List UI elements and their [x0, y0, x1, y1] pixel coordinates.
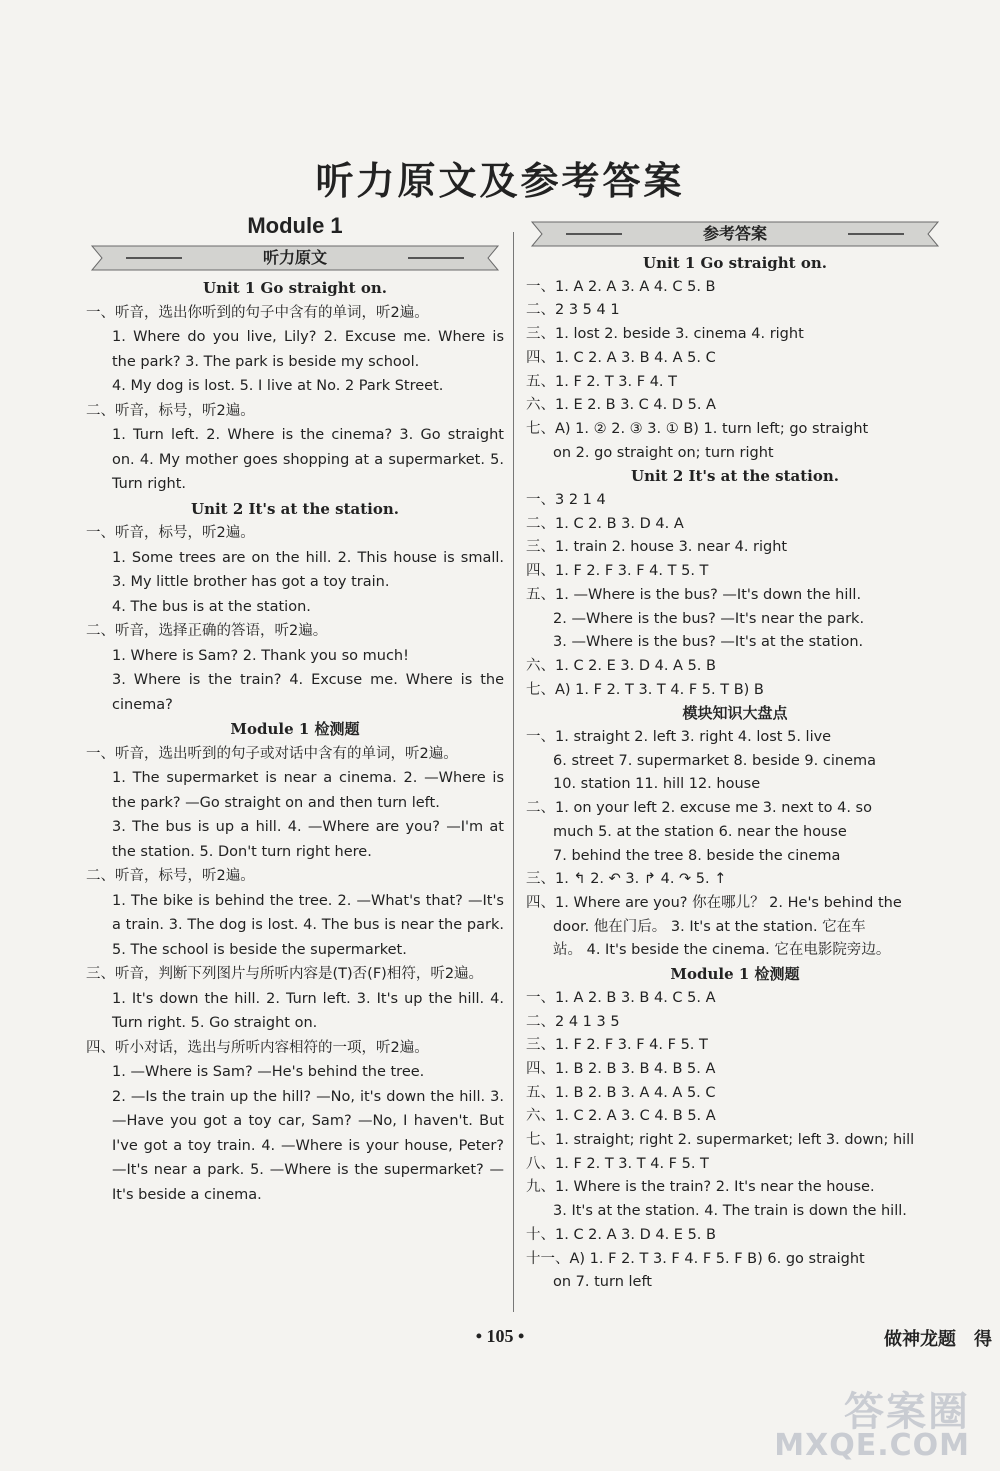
page-title: 听力原文及参考答案 [315, 158, 685, 203]
script-line: 1. It's down the hill. 2. Turn left. 3. It's up the hill. 4. Turn right. 5. Go straight on. [112, 990, 504, 1031]
answer-line: 七、A) 1. ② 2. ③ 3. ① B) 1. turn left; go straight [526, 420, 869, 437]
answer-key-column [526, 210, 944, 1295]
answer-line: on 7. turn left [553, 1274, 652, 1291]
banner-label: 听力原文 [262, 248, 327, 267]
question-heading: 一、听音，选出听到的句子或对话中含有的单词，听2遍。 [86, 745, 458, 762]
answer-line: 三、1. lost 2. beside 3. cinema 4. right [526, 326, 804, 343]
question-heading: 一、听音，选出你听到的句子中含有的单词，听2遍。 [86, 304, 429, 321]
answer-line: 二、1. C 2. B 3. D 4. A [526, 515, 684, 532]
answer-line: 五、1. B 2. B 3. A 4. A 5. C [526, 1084, 716, 1101]
script-line: 1. Where do you live, Lily? 2. Excuse me. Where is the park? 3. The park is beside my school. [112, 329, 504, 370]
question-heading: 三、听音，判断下列图片与所听内容是(T)否(F)相符，听2遍。 [86, 966, 484, 982]
brand-slogan: 做神龙题 得 [884, 1329, 992, 1350]
answer-line: 一、1. A 2. B 3. B 4. C 5. A [526, 989, 716, 1006]
watermark-logo: 答案圈 [844, 1389, 970, 1435]
answer-line: 一、1. A 2. A 3. A 4. C 5. B [526, 278, 716, 295]
answer-line: 一、1. straight 2. left 3. right 4. lost 5. live [526, 729, 832, 746]
unit2-answers-title: Unit 2 It's at the station. [630, 467, 840, 486]
answer-line: much 5. at the station 6. near the house [553, 823, 847, 840]
listening-script-column [86, 210, 504, 1207]
question-heading: 四、听小对话，选出与所听内容相符的一项，听2遍。 [86, 1039, 429, 1056]
answer-line: 七、A) 1. F 2. T 3. T 4. F 5. T B) B [526, 681, 764, 698]
page-number: • 105 • [475, 1326, 525, 1346]
answer-line: 四、1. B 2. B 3. B 4. B 5. A [526, 1060, 716, 1077]
question-heading: 一、听音，标号，听2遍。 [86, 525, 255, 541]
module-test-title: Module 1 检测题 [230, 720, 360, 738]
module-title: Module 1 [247, 213, 343, 238]
answer-line: 六、1. E 2. B 3. C 4. D 5. A [526, 397, 716, 414]
answer-line: 七、1. straight; right 2. supermarket; left 3. down; hill [526, 1132, 915, 1149]
script-line: 3. The bus is up a hill. 4. —Where are you? —I'm at the station. 5. Don't turn right here. [112, 819, 504, 860]
review-title: 模块知识大盘点 [682, 704, 788, 723]
answer-line: 3. —Where is the bus? —It's at the station. [553, 634, 864, 651]
answer-key-banner [526, 220, 944, 248]
script-line: 2. —Is the train up the hill? —No, it's down the hill. 3. —Have you got a toy car, Sam? —No, I haven't. But I've got a toy train. 4. —Where is your house, Peter? —It's near a park. 5. —Where is the supermarket? —It's beside a cinema. [112, 1088, 504, 1203]
answer-line: 2. —Where is the bus? —It's near the park. [553, 610, 865, 627]
answer-line: on 2. go straight on; turn right [553, 444, 774, 461]
answer-line: 六、1. C 2. E 3. D 4. A 5. B [526, 657, 716, 674]
script-line: 1. Turn left. 2. Where is the cinema? 3. Go straight on. 4. My mother goes shopping at a supermarket. 5. Turn right. [112, 427, 504, 492]
answer-line: 四、1. C 2. A 3. B 4. A 5. C [526, 349, 716, 366]
column-divider [513, 232, 514, 1312]
answer-line: 三、1. F 2. F 3. F 4. F 5. T [526, 1037, 708, 1054]
answer-line: 八、1. F 2. T 3. T 4. F 5. T [526, 1155, 709, 1172]
answer-line: 四、1. F 2. F 3. F 4. T 5. T [526, 563, 709, 580]
answer-line: 十、1. C 2. A 3. D 4. E 5. B [526, 1226, 716, 1243]
answer-line: 二、1. on your left 2. excuse me 3. next to 4. so [526, 800, 872, 817]
script-line: 1. The supermarket is near a cinema. 2. —Where is the park? —Go straight on and then turn left. [112, 770, 504, 811]
answer-line: 四、1. Where are you? 你在哪儿？ 2. He's behind the [526, 894, 902, 911]
answer-line: 六、1. C 2. A 3. C 4. B 5. A [526, 1108, 716, 1125]
answer-line: 7. behind the tree 8. beside the cinema [553, 847, 841, 864]
answer-line: 6. street 7. supermarket 8. beside 9. cinema [553, 752, 877, 769]
answer-line: 站。 4. It's beside the cinema. 它在电影院旁边。 [553, 942, 891, 959]
question-heading: 二、听音，标号，听2遍。 [86, 868, 255, 884]
unit2-title: Unit 2 It's at the station. [190, 499, 400, 518]
listening-script-banner [86, 244, 504, 272]
answer-line: door. 他在门后。 3. It's at the station. 它在车 [553, 918, 866, 935]
answer-line: 三、1. ↰ 2. ↶ 3. ↱ 4. ↷ 5. ↑ [526, 871, 727, 888]
banner-label: 参考答案 [702, 224, 767, 243]
unit1-title: Unit 1 Go straight on. [203, 279, 387, 297]
script-line: 4. My dog is lost. 5. I live at No. 2 Park Street. [112, 378, 444, 394]
answer-line: 五、1. —Where is the bus? —It's down the hill. [526, 586, 862, 603]
answer-line: 十一、A) 1. F 2. T 3. F 4. F 5. F B) 6. go straight [526, 1250, 865, 1267]
watermark-url: MXQE.COM [774, 1428, 970, 1463]
script-line: 1. Some trees are on the hill. 2. This house is small. 3. My little brother has got a toy train. [112, 549, 504, 590]
answer-line: 3. It's at the station. 4. The train is down the hill. [553, 1203, 907, 1220]
answer-line: 二、2 3 5 4 1 [526, 302, 620, 319]
answer-line: 三、1. train 2. house 3. near 4. right [526, 539, 788, 556]
script-line: 1. The bike is behind the tree. 2. —What's that? —It's a train. 3. The dog is lost. 4. The bus is near the park. 5. The school is beside the supermarket. [112, 892, 504, 958]
answer-line: 二、2 4 1 3 5 [526, 1013, 620, 1030]
answer-line: 10. station 11. hill 12. house [553, 776, 761, 793]
test-answers-title: Module 1 检测题 [670, 965, 800, 984]
unit1-answers-title: Unit 1 Go straight on. [643, 254, 827, 272]
script-line: 1. Where is Sam? 2. Thank you so much! [112, 647, 409, 664]
answer-line: 一、3 2 1 4 [526, 492, 606, 509]
question-heading: 二、听音，标号，听2遍。 [86, 402, 255, 419]
script-line: 3. Where is the train? 4. Excuse me. Where is the cinema? [112, 672, 504, 713]
answer-line: 九、1. Where is the train? 2. It's near the house. [526, 1179, 875, 1196]
answer-line: 五、1. F 2. T 3. F 4. T [526, 373, 677, 390]
script-line: 4. The bus is at the station. [112, 598, 311, 615]
question-heading: 二、听音，选择正确的答语，听2遍。 [86, 623, 328, 639]
script-line: 1. —Where is Sam? —He's behind the tree. [112, 1064, 425, 1080]
